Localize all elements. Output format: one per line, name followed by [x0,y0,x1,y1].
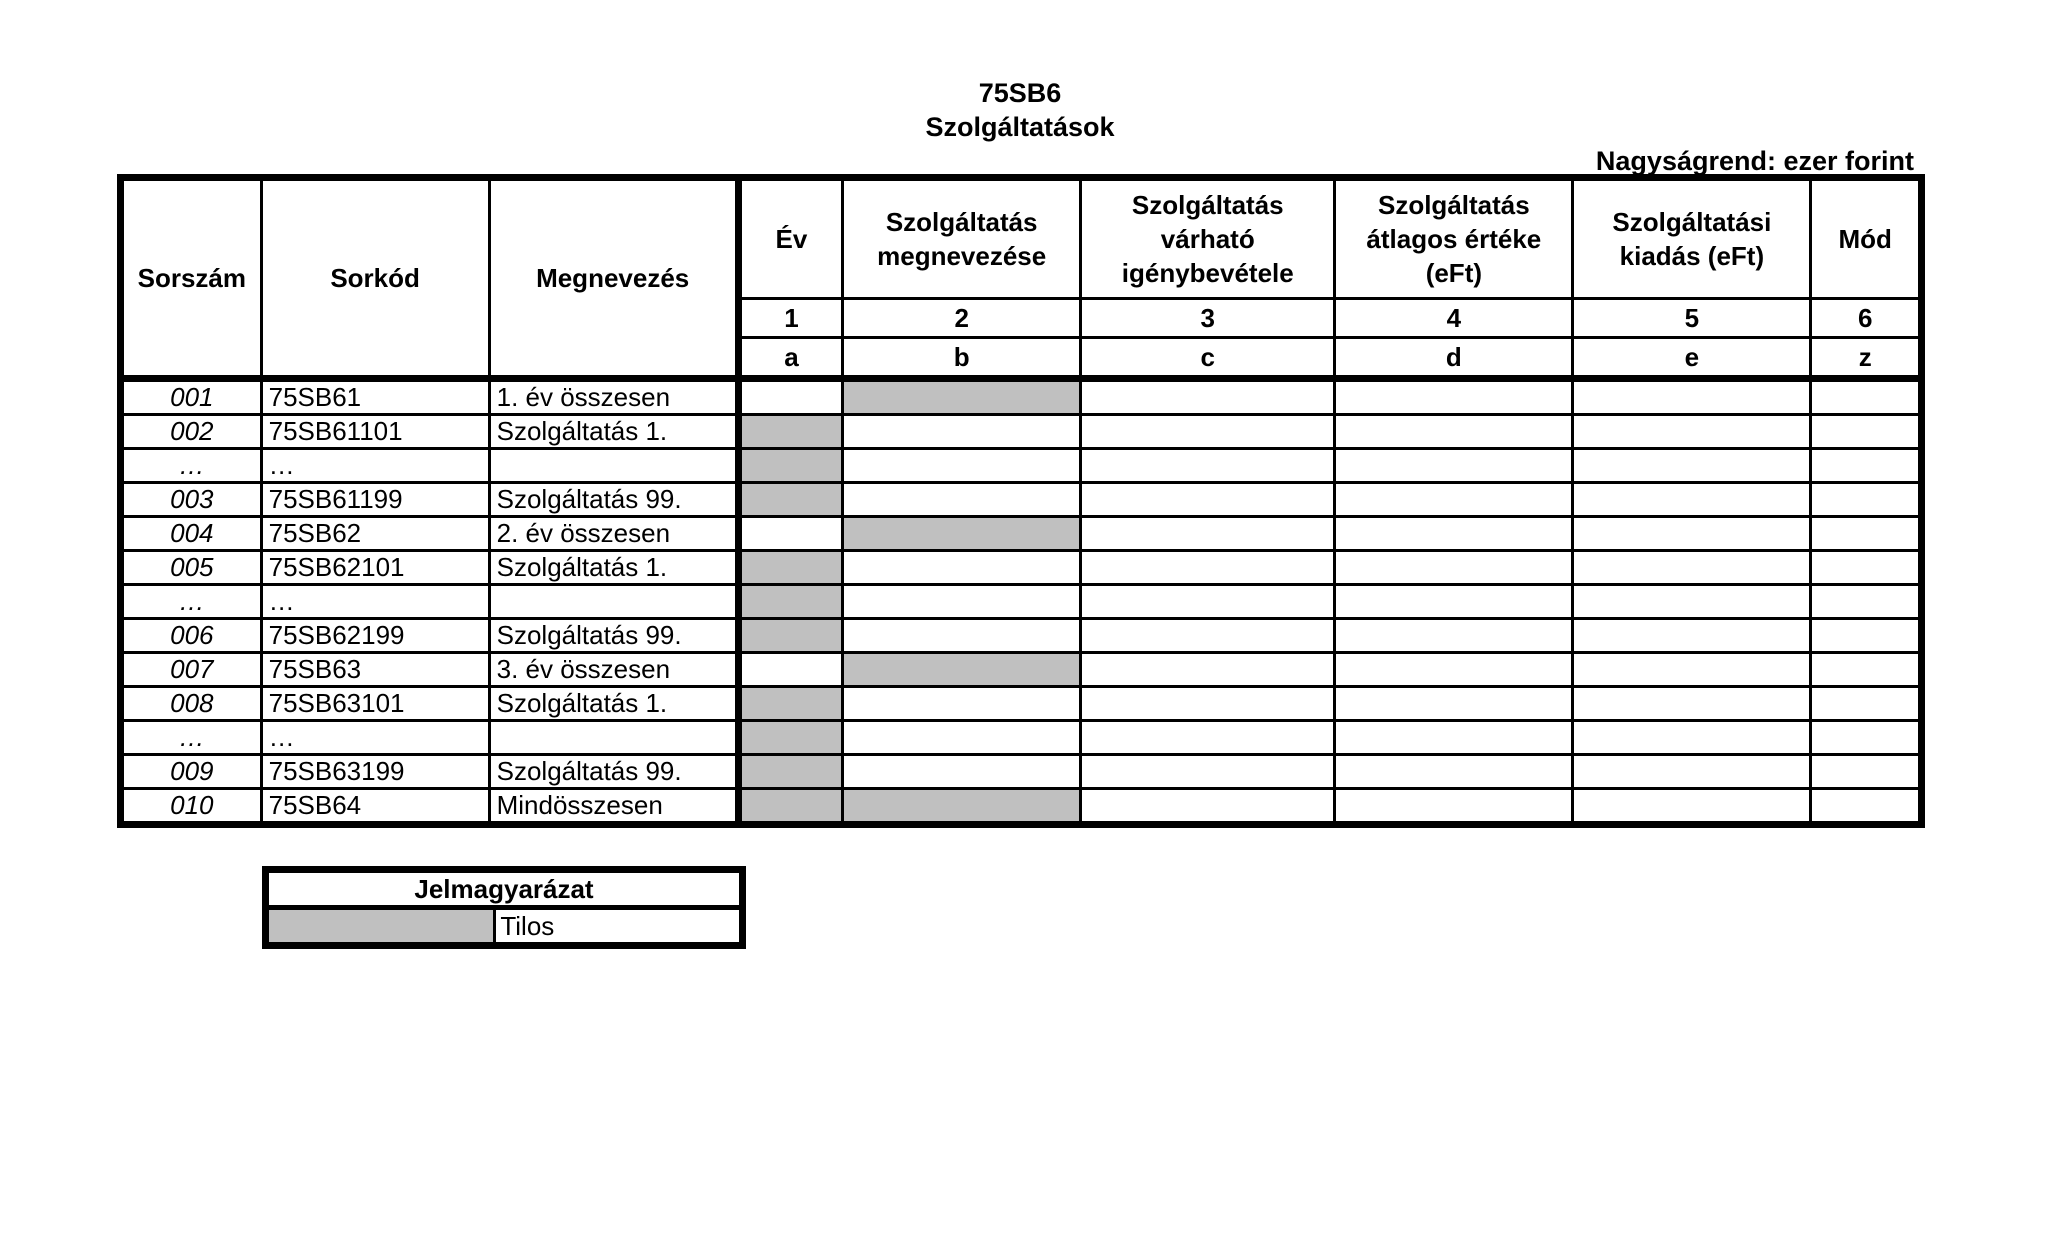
cell-forbidden [738,755,842,789]
row-label: 1. év összesen [489,379,738,415]
cell-year[interactable] [738,517,842,551]
document-title: Szolgáltatások [925,112,1115,142]
cell-expense[interactable] [1573,755,1811,789]
cell-expense[interactable] [1573,687,1811,721]
header-col-1: Év [738,178,842,299]
cell-mode[interactable] [1811,517,1922,551]
cell-expense[interactable] [1573,449,1811,483]
header-col-6: Mód [1811,178,1922,299]
cell-forbidden [738,789,842,825]
cell-forbidden [843,789,1081,825]
cell-forbidden [843,379,1081,415]
cell-usage[interactable] [1081,619,1335,653]
table-row [121,687,1922,721]
cell-year[interactable] [738,653,842,687]
cell-service-name[interactable] [843,619,1081,653]
row-seq: 009 [121,755,262,789]
row-code: 75SB62199 [261,619,489,653]
row-code: 75SB62 [261,517,489,551]
cell-avg-value[interactable] [1335,449,1573,483]
row-code: … [261,449,489,483]
col-number-1: 1 [738,299,842,338]
cell-expense[interactable] [1573,789,1811,825]
cell-usage[interactable] [1081,789,1335,825]
col-letter-e: e [1573,338,1811,379]
header-sorkod: Sorkód [261,178,489,379]
cell-service-name[interactable] [843,755,1081,789]
cell-avg-value[interactable] [1335,415,1573,449]
cell-avg-value[interactable] [1335,653,1573,687]
table-row [121,517,1922,551]
row-label: Mindösszesen [489,789,738,825]
cell-expense[interactable] [1573,619,1811,653]
table-row [121,483,1922,517]
row-label: Szolgáltatás 99. [489,619,738,653]
cell-expense[interactable] [1573,551,1811,585]
cell-service-name[interactable] [843,449,1081,483]
row-code: 75SB61 [261,379,489,415]
row-label [489,449,738,483]
cell-service-name[interactable] [843,415,1081,449]
cell-expense[interactable] [1573,517,1811,551]
row-seq: 005 [121,551,262,585]
row-code: 75SB61199 [261,483,489,517]
table-row [121,449,1922,483]
cell-mode[interactable] [1811,721,1922,755]
cell-mode[interactable] [1811,687,1922,721]
cell-avg-value[interactable] [1335,585,1573,619]
col-letter-z: z [1811,338,1922,379]
cell-avg-value[interactable] [1335,755,1573,789]
row-code: … [261,721,489,755]
cell-forbidden [843,653,1081,687]
cell-mode[interactable] [1811,449,1922,483]
row-seq: … [121,449,262,483]
legend-title: Jelmagyarázat [266,870,743,908]
table-row [121,789,1922,825]
cell-mode[interactable] [1811,653,1922,687]
header-col-4: Szolgáltatás átlagos értéke (eFt) [1335,178,1573,299]
row-code: 75SB62101 [261,551,489,585]
row-code: 75SB64 [261,789,489,825]
table-row [121,619,1922,653]
row-seq: … [121,585,262,619]
cell-usage[interactable] [1081,551,1335,585]
cell-avg-value[interactable] [1335,721,1573,755]
row-label: Szolgáltatás 1. [489,415,738,449]
row-seq: 001 [121,379,262,415]
cell-avg-value[interactable] [1335,551,1573,585]
row-label [489,721,738,755]
row-label [489,585,738,619]
legend-swatch [266,908,495,946]
cell-expense[interactable] [1573,653,1811,687]
row-seq: … [121,721,262,755]
row-label: 3. év összesen [489,653,738,687]
cell-expense[interactable] [1573,721,1811,755]
row-code: 75SB63 [261,653,489,687]
table-row [121,551,1922,585]
cell-mode[interactable] [1811,585,1922,619]
col-letter-a: a [738,338,842,379]
cell-forbidden [738,449,842,483]
col-letter-b: b [843,338,1081,379]
cell-avg-value[interactable] [1335,789,1573,825]
cell-forbidden [738,721,842,755]
table-row [121,755,1922,789]
row-label: Szolgáltatás 1. [489,687,738,721]
table-row [121,585,1922,619]
cell-service-name[interactable] [843,585,1081,619]
cell-usage[interactable] [1081,415,1335,449]
row-seq: 003 [121,483,262,517]
row-label: Szolgáltatás 99. [489,483,738,517]
header-sorszam: Sorszám [121,178,262,379]
cell-expense[interactable] [1573,415,1811,449]
cell-usage[interactable] [1081,517,1335,551]
cell-usage[interactable] [1081,755,1335,789]
row-code: 75SB61101 [261,415,489,449]
row-seq: 002 [121,415,262,449]
cell-usage[interactable] [1081,379,1335,415]
cell-usage[interactable] [1081,585,1335,619]
header-col-3: Szolgáltatás várható igénybevétele [1081,178,1335,299]
header-col-5: Szolgáltatási kiadás (eFt) [1573,178,1811,299]
cell-forbidden [843,517,1081,551]
cell-mode[interactable] [1811,551,1922,585]
cell-mode[interactable] [1811,379,1922,415]
unit-note: Nagyságrend: ezer forint [1595,146,1914,176]
row-code: 75SB63101 [261,687,489,721]
services-table [117,174,1925,828]
cell-forbidden [738,551,842,585]
table-row [121,653,1922,687]
cell-service-name[interactable] [843,721,1081,755]
table-row [121,415,1922,449]
cell-mode[interactable] [1811,415,1922,449]
row-label: Szolgáltatás 99. [489,755,738,789]
row-code: 75SB63199 [261,755,489,789]
cell-forbidden [738,687,842,721]
cell-mode[interactable] [1811,789,1922,825]
cell-expense[interactable] [1573,379,1811,415]
col-number-6: 6 [1811,299,1922,338]
cell-usage[interactable] [1081,687,1335,721]
cell-avg-value[interactable] [1335,517,1573,551]
legend-item-label: Tilos [495,908,743,946]
cell-mode[interactable] [1811,755,1922,789]
row-seq: 006 [121,619,262,653]
cell-avg-value[interactable] [1335,483,1573,517]
cell-service-name[interactable] [843,687,1081,721]
table-row [121,721,1922,755]
col-letter-c: c [1081,338,1335,379]
header-megnevezes: Megnevezés [489,178,738,379]
cell-mode[interactable] [1811,483,1922,517]
cell-expense[interactable] [1573,585,1811,619]
cell-usage[interactable] [1081,449,1335,483]
col-number-4: 4 [1335,299,1573,338]
cell-expense[interactable] [1573,483,1811,517]
cell-usage[interactable] [1081,653,1335,687]
row-seq: 007 [121,653,262,687]
table-row [121,379,1922,415]
cell-year[interactable] [738,379,842,415]
cell-avg-value[interactable] [1335,379,1573,415]
cell-usage[interactable] [1081,483,1335,517]
col-number-2: 2 [843,299,1081,338]
cell-avg-value[interactable] [1335,687,1573,721]
cell-avg-value[interactable] [1335,619,1573,653]
cell-forbidden [738,415,842,449]
col-number-3: 3 [1081,299,1335,338]
col-letter-d: d [1335,338,1573,379]
cell-usage[interactable] [1081,721,1335,755]
row-seq: 008 [121,687,262,721]
row-label: 2. év összesen [489,517,738,551]
cell-mode[interactable] [1811,619,1922,653]
row-label: Szolgáltatás 1. [489,551,738,585]
cell-forbidden [738,585,842,619]
cell-forbidden [738,483,842,517]
row-code: … [261,585,489,619]
row-seq: 010 [121,789,262,825]
row-seq: 004 [121,517,262,551]
document-code: 75SB6 [978,78,1062,108]
header-col-2: Szolgáltatás megnevezése [843,178,1081,299]
cell-service-name[interactable] [843,483,1081,517]
legend [262,866,746,949]
cell-forbidden [738,619,842,653]
cell-service-name[interactable] [843,551,1081,585]
col-number-5: 5 [1573,299,1811,338]
